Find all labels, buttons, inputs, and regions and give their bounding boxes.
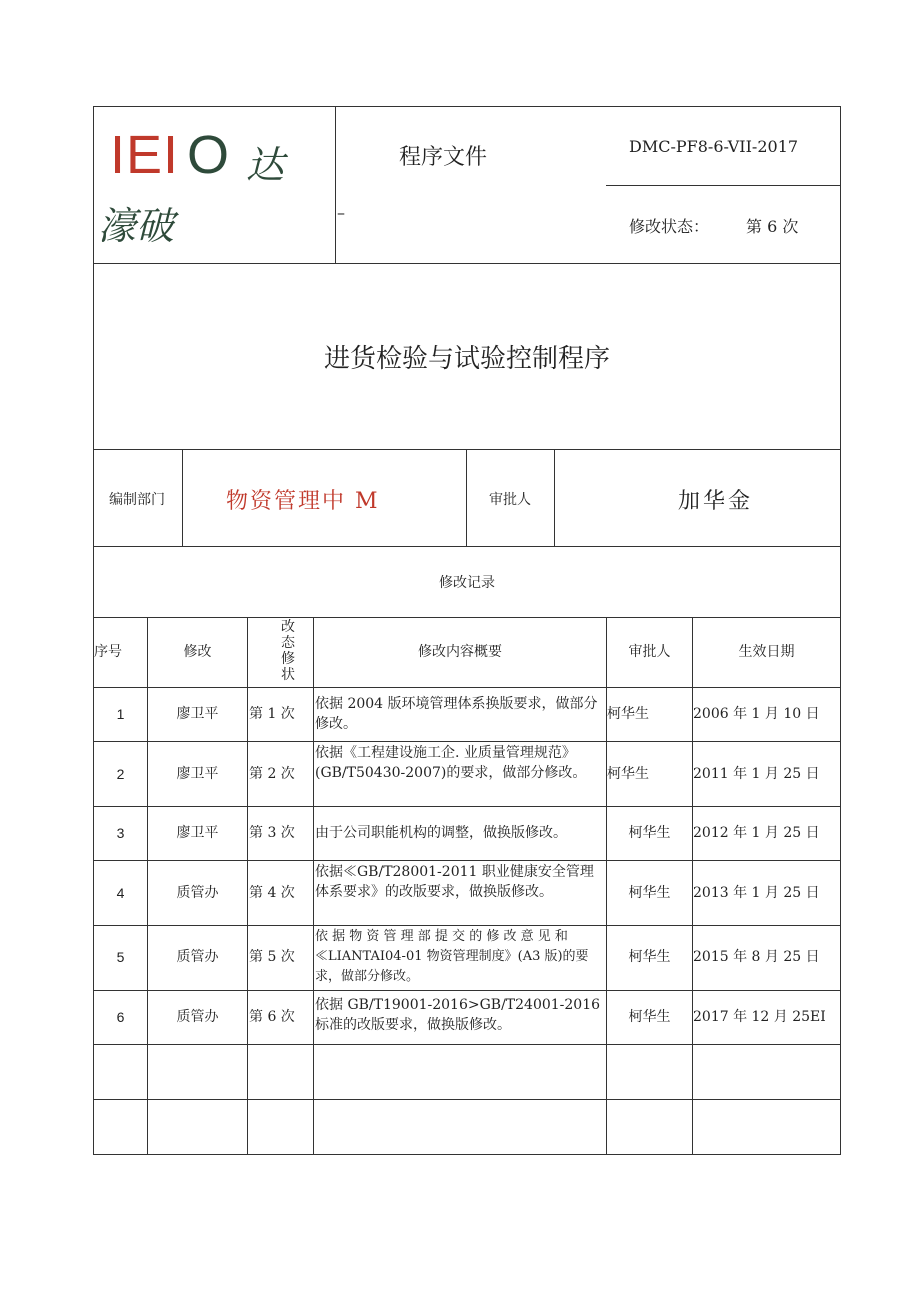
row-approver: 柯华生	[628, 949, 671, 965]
row-summary: 依据《工程建设施工企. 业质量管理规范》(GB/T50430-2007)的要求，做部分修改。	[315, 745, 587, 781]
row-no: 1	[116, 706, 125, 722]
logo-cjk-2: 濠破	[98, 204, 175, 248]
approver-signature: 加华金	[678, 489, 754, 514]
row-no: 5	[116, 949, 125, 965]
doc-type: 程序文件	[399, 145, 488, 170]
row-modifier: 廖卫平	[176, 825, 219, 841]
logo-latin-1: IEI	[110, 125, 180, 185]
row-status: 第 3 次	[249, 825, 295, 841]
row-no: 4	[116, 885, 125, 901]
logo-latin-2: O	[187, 125, 230, 185]
row-approver: 柯华生	[628, 885, 671, 901]
col-summary: 修改内容概要	[418, 644, 502, 660]
row-status: 第 1 次	[249, 706, 295, 722]
row-status: 第 2 次	[249, 766, 295, 782]
row-date: 2017 年 12 月 25EI	[693, 1009, 826, 1025]
col-no: 序号	[94, 644, 122, 660]
row-modifier: 质管办	[176, 885, 219, 901]
dept-label: 编制部门	[109, 492, 165, 508]
row-date: 2006 年 1 月 10 日	[693, 706, 820, 722]
row-approver: 柯华生	[607, 766, 649, 782]
logo-cjk-1: 达	[246, 143, 285, 187]
col-status: 改态修状	[281, 619, 295, 683]
row-date: 2013 年 1 月 25 日	[693, 885, 820, 901]
row-no: 6	[116, 1009, 125, 1025]
row-summary: 依据 GB/T19001-2016>GB/T24001-2016 标准的改版要求，做换版修改。	[315, 997, 601, 1033]
document-title: 进货检验与试验控制程序	[323, 344, 610, 374]
row-approver: 柯华生	[628, 1009, 671, 1025]
approver-label: 审批人	[489, 492, 531, 508]
row-no: 2	[116, 766, 125, 782]
row-modifier: 质管办	[176, 949, 219, 965]
row-summary: 依据 2004 版环境管理体系换版要求，做部分修改。	[315, 696, 598, 732]
row-status: 第 4 次	[249, 885, 295, 901]
revision-label: 修改状态：	[629, 217, 710, 236]
doc-code: DMC-PF8-6-VII-2017	[629, 137, 799, 156]
row-summary: 依 据 物 资 管 理 部 提 交 的 修 改 意 见 和≪LIANTAI04-01 物资管理制度》(A3 版)的要求，做部分修改。	[315, 929, 589, 984]
row-date: 2015 年 8 月 25 日	[693, 949, 820, 965]
row-modifier: 廖卫平	[176, 766, 219, 782]
header-dash: –	[337, 203, 345, 222]
row-no: 3	[116, 825, 125, 841]
row-date: 2012 年 1 月 25 日	[693, 825, 820, 841]
row-modifier: 质管办	[176, 1009, 219, 1025]
dept-value: 物资管理中 M	[226, 489, 380, 514]
row-status: 第 6 次	[249, 1009, 295, 1025]
row-approver: 柯华生	[607, 706, 649, 722]
row-approver: 柯华生	[628, 825, 671, 841]
row-modifier: 廖卫平	[176, 706, 219, 722]
row-summary: 依据≪GB/T28001-2011 职业健康安全管理体系要求》的改版要求，做换版修改。	[315, 864, 594, 900]
records-title: 修改记录	[439, 575, 495, 591]
row-summary: 由于公司职能机构的调整，做换版修改。	[315, 825, 567, 841]
col-modifier: 修改	[183, 644, 212, 660]
row-date: 2011 年 1 月 25 日	[693, 766, 820, 782]
col-date: 生效日期	[738, 644, 795, 660]
row-status: 第 5 次	[249, 949, 295, 965]
col-approver: 审批人	[628, 644, 671, 660]
revision-value: 第 6 次	[746, 217, 799, 236]
